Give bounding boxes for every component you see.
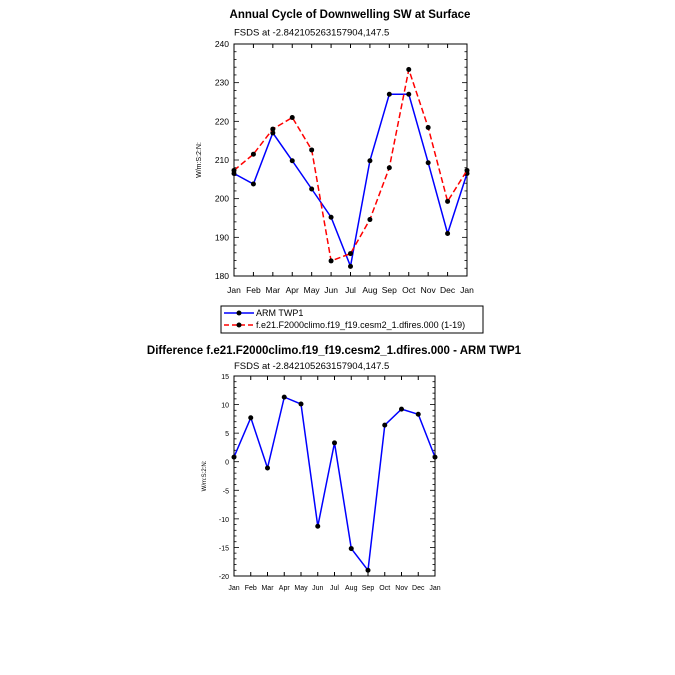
chart1-ytick-label: 240 bbox=[214, 39, 229, 49]
chart1-series-2-point bbox=[406, 67, 411, 72]
chart1-series-1-point bbox=[251, 181, 256, 186]
chart2-ylabel: W/m:S:2:N: bbox=[202, 460, 208, 492]
chart1-xtick-label: May bbox=[303, 285, 320, 295]
chart1-series-2-point bbox=[348, 251, 353, 256]
chart2-series-1-point bbox=[399, 407, 404, 412]
chart1-series-1-point bbox=[426, 160, 431, 165]
chart1-subtitle: FSDS at -2.842105263157904,147.5 bbox=[234, 27, 390, 39]
chart2-xtick-label: Jun bbox=[312, 585, 324, 592]
chart2-series-1-point bbox=[366, 568, 371, 573]
chart1-ytick-label: 190 bbox=[214, 232, 229, 243]
chart1-ytick-label: 220 bbox=[214, 116, 229, 127]
chart1-series-1-line bbox=[234, 94, 467, 266]
chart1-title: Annual Cycle of Downwelling SW at Surface bbox=[229, 9, 471, 21]
chart1-series-2-point bbox=[367, 217, 372, 222]
chart1-series-1-point bbox=[367, 158, 372, 163]
chart1-series-2-point bbox=[329, 258, 334, 263]
chart2-series-1-point bbox=[232, 455, 237, 460]
chart1-frame bbox=[234, 44, 467, 276]
chart1-series-1-point bbox=[309, 187, 314, 192]
chart2-ytick-label: -15 bbox=[218, 545, 229, 553]
chart1-series-2-point bbox=[290, 115, 295, 120]
chart2-xtick-label: Dec bbox=[412, 585, 425, 592]
chart1-xtick-label: Nov bbox=[420, 285, 436, 295]
chart1-xtick-label: Mar bbox=[265, 285, 281, 295]
chart2-xtick-label: May bbox=[294, 585, 308, 592]
chart2-ytick-label: 10 bbox=[221, 402, 229, 410]
legend-label-model: f.e21.F2000climo.f19_f19.cesm2_1.dfires.000 (1-19) bbox=[256, 320, 466, 330]
chart1-xtick-label: Jan bbox=[460, 285, 474, 295]
chart1-xtick-label: Feb bbox=[246, 285, 261, 295]
chart2-xtick-label: Sep bbox=[361, 585, 375, 592]
chart2-plot bbox=[219, 374, 441, 592]
chart1-xtick-label: Dec bbox=[440, 285, 456, 295]
chart2-series-1-point bbox=[416, 412, 421, 417]
chart1-series-1-point bbox=[348, 264, 353, 269]
chart1-xtick-label: Jun bbox=[324, 285, 338, 295]
chart1-series-2-point bbox=[251, 152, 256, 157]
chart1-ylabel: W/m:S:2:N: bbox=[196, 142, 203, 178]
chart1-plot bbox=[215, 39, 474, 295]
chart1-xtick-label: Jan bbox=[227, 285, 241, 295]
chart2-series-1-point bbox=[382, 423, 387, 428]
chart1-ytick-label: 210 bbox=[214, 155, 229, 165]
chart2-ytick-label: -5 bbox=[222, 488, 229, 496]
chart2-ytick-label: 15 bbox=[221, 374, 229, 381]
legend-marker-model bbox=[237, 323, 242, 328]
chart1-series-2-point bbox=[465, 168, 470, 173]
chart1-series-2-point bbox=[270, 127, 275, 132]
chart2-ytick-label: 0 bbox=[225, 459, 229, 467]
chart2-series-1-point bbox=[299, 402, 304, 407]
legend-label-obs: ARM TWP1 bbox=[256, 308, 304, 318]
chart2-title: Difference f.e21.F2000climo.f19_f19.cesm2_1.dfires.000 - ARM TWP1 bbox=[146, 345, 522, 357]
chart1-series-2-point bbox=[445, 199, 450, 204]
chart2-xtick-label: Jul bbox=[330, 585, 339, 592]
chart2-ytick-label: -20 bbox=[218, 574, 229, 581]
chart2-xtick-label: Jan bbox=[228, 585, 240, 592]
chart1-series-2-point bbox=[232, 168, 237, 173]
chart2-ytick-label: -10 bbox=[218, 516, 229, 524]
chart1-series-2-point bbox=[387, 165, 392, 170]
chart1-series-1-point bbox=[406, 92, 411, 97]
chart2-series-1-line bbox=[234, 397, 435, 570]
legend bbox=[221, 306, 483, 333]
chart1-xtick-label: Aug bbox=[362, 285, 378, 295]
chart1-ytick-label: 180 bbox=[214, 271, 229, 281]
chart2-frame bbox=[234, 376, 435, 576]
chart2-series-1-point bbox=[332, 440, 337, 445]
chart1-xtick-label: Jul bbox=[345, 285, 356, 295]
chart1-xtick-label: Apr bbox=[285, 285, 299, 295]
chart2-xtick-label: Feb bbox=[244, 585, 257, 592]
chart1-xtick-label: Sep bbox=[381, 285, 397, 295]
chart2-subtitle: FSDS at -2.842105263157904,147.5 bbox=[234, 361, 390, 372]
chart1-series-2-point bbox=[309, 147, 314, 152]
chart2-series-1-point bbox=[282, 395, 287, 400]
chart1-series-1-point bbox=[290, 158, 295, 163]
chart1-series-2-line bbox=[234, 70, 467, 261]
chart1-series-1-point bbox=[387, 92, 392, 97]
legend-marker-obs bbox=[237, 311, 242, 316]
chart1-ytick-label: 200 bbox=[214, 193, 229, 204]
chart2-series-1-point bbox=[349, 546, 354, 551]
chart2-xtick-label: Apr bbox=[278, 585, 290, 592]
chart1-xtick-label: Oct bbox=[402, 285, 416, 295]
chart1-series-1-point bbox=[329, 215, 334, 220]
chart2-xtick-label: Nov bbox=[395, 585, 408, 592]
chart2-series-1-point bbox=[433, 455, 438, 460]
chart1-ytick-label: 230 bbox=[214, 77, 229, 88]
chart1-series-2-point bbox=[426, 125, 431, 130]
chart2-series-1-point bbox=[315, 524, 320, 529]
chart1-series-1-point bbox=[445, 231, 450, 236]
chart2-xtick-label: Mar bbox=[261, 585, 274, 592]
chart2-ytick-label: 5 bbox=[225, 431, 229, 439]
chart2-series-1-point bbox=[248, 415, 253, 420]
chart2-series-1-point bbox=[265, 466, 270, 471]
chart2-xtick-label: Oct bbox=[379, 585, 391, 592]
chart2-xtick-label: Jan bbox=[429, 585, 441, 592]
chart2-xtick-label: Aug bbox=[345, 585, 358, 592]
